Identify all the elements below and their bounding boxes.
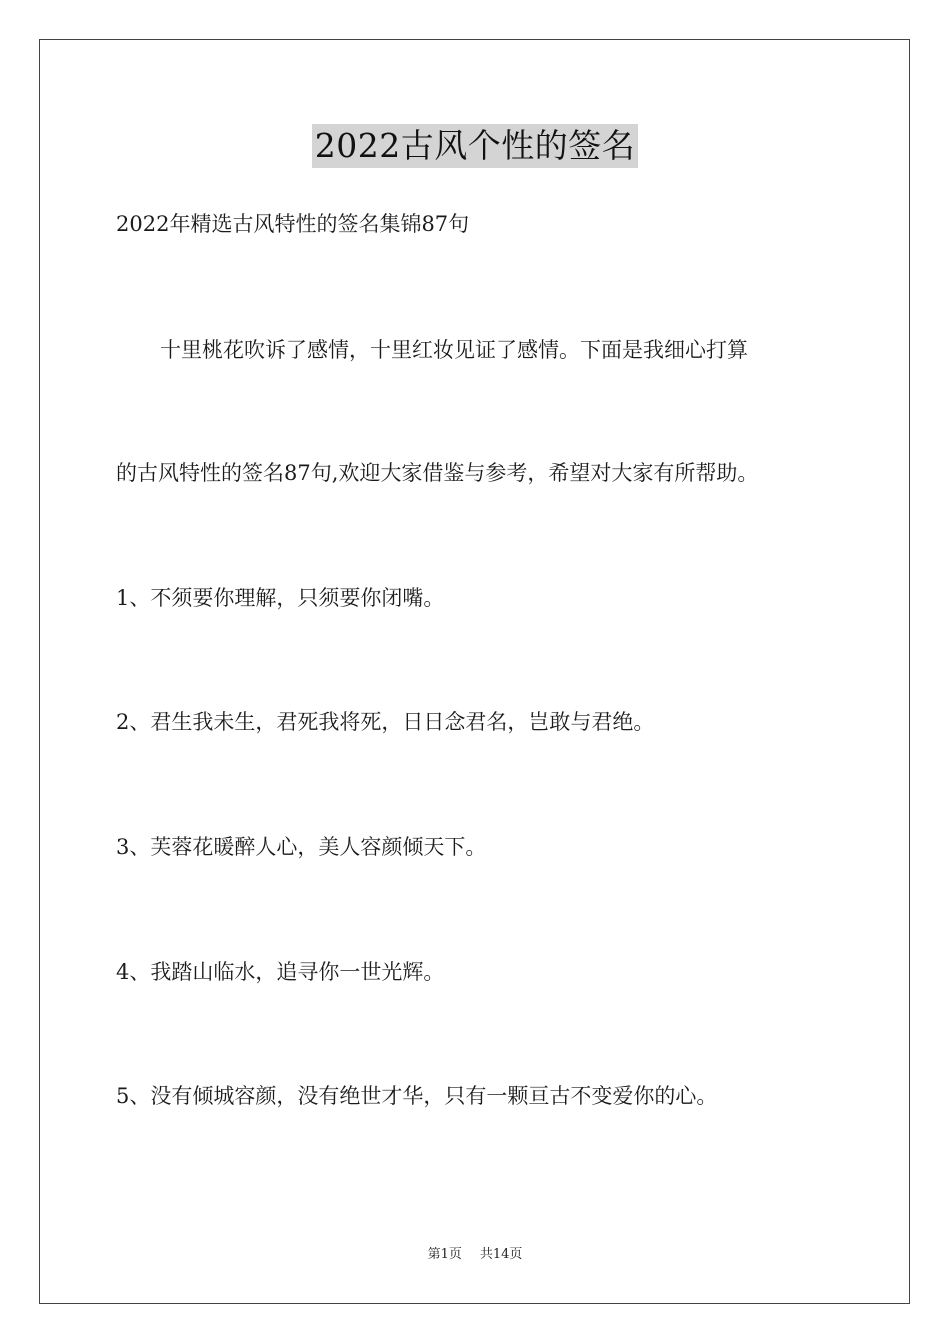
intro-line-1: 十里桃花吹诉了感情，十里红妆见证了感情。下面是我细心打算: [160, 338, 748, 362]
page-number-current: 第1页: [427, 1247, 462, 1262]
intro-line-2: 的古风特性的签名87句,欢迎大家借鉴与参考，希望对大家有所帮助。: [116, 461, 759, 485]
list-item: 3、芙蓉花暖醉人心，美人容颜倾天下。: [116, 835, 487, 859]
subtitle: 2022年精选古风特性的签名集锦87句: [116, 212, 470, 236]
page-number-total: 共14页: [479, 1247, 523, 1262]
list-item: 5、没有倾城容颜，没有绝世才华，只有一颗亘古不变爱你的心。: [116, 1084, 718, 1108]
list-item: 2、君生我未生，君死我将死，日日念君名，岂敢与君绝。: [116, 710, 655, 734]
title-container: [0, 124, 950, 168]
page-title: 2022古风个性的签名: [312, 124, 638, 168]
list-item: 4、我踏山临水，追寻你一世光辉。: [116, 960, 445, 984]
list-item: 1、不须要你理解，只须要你闭嘴。: [116, 586, 445, 610]
page-footer: [0, 1246, 950, 1264]
